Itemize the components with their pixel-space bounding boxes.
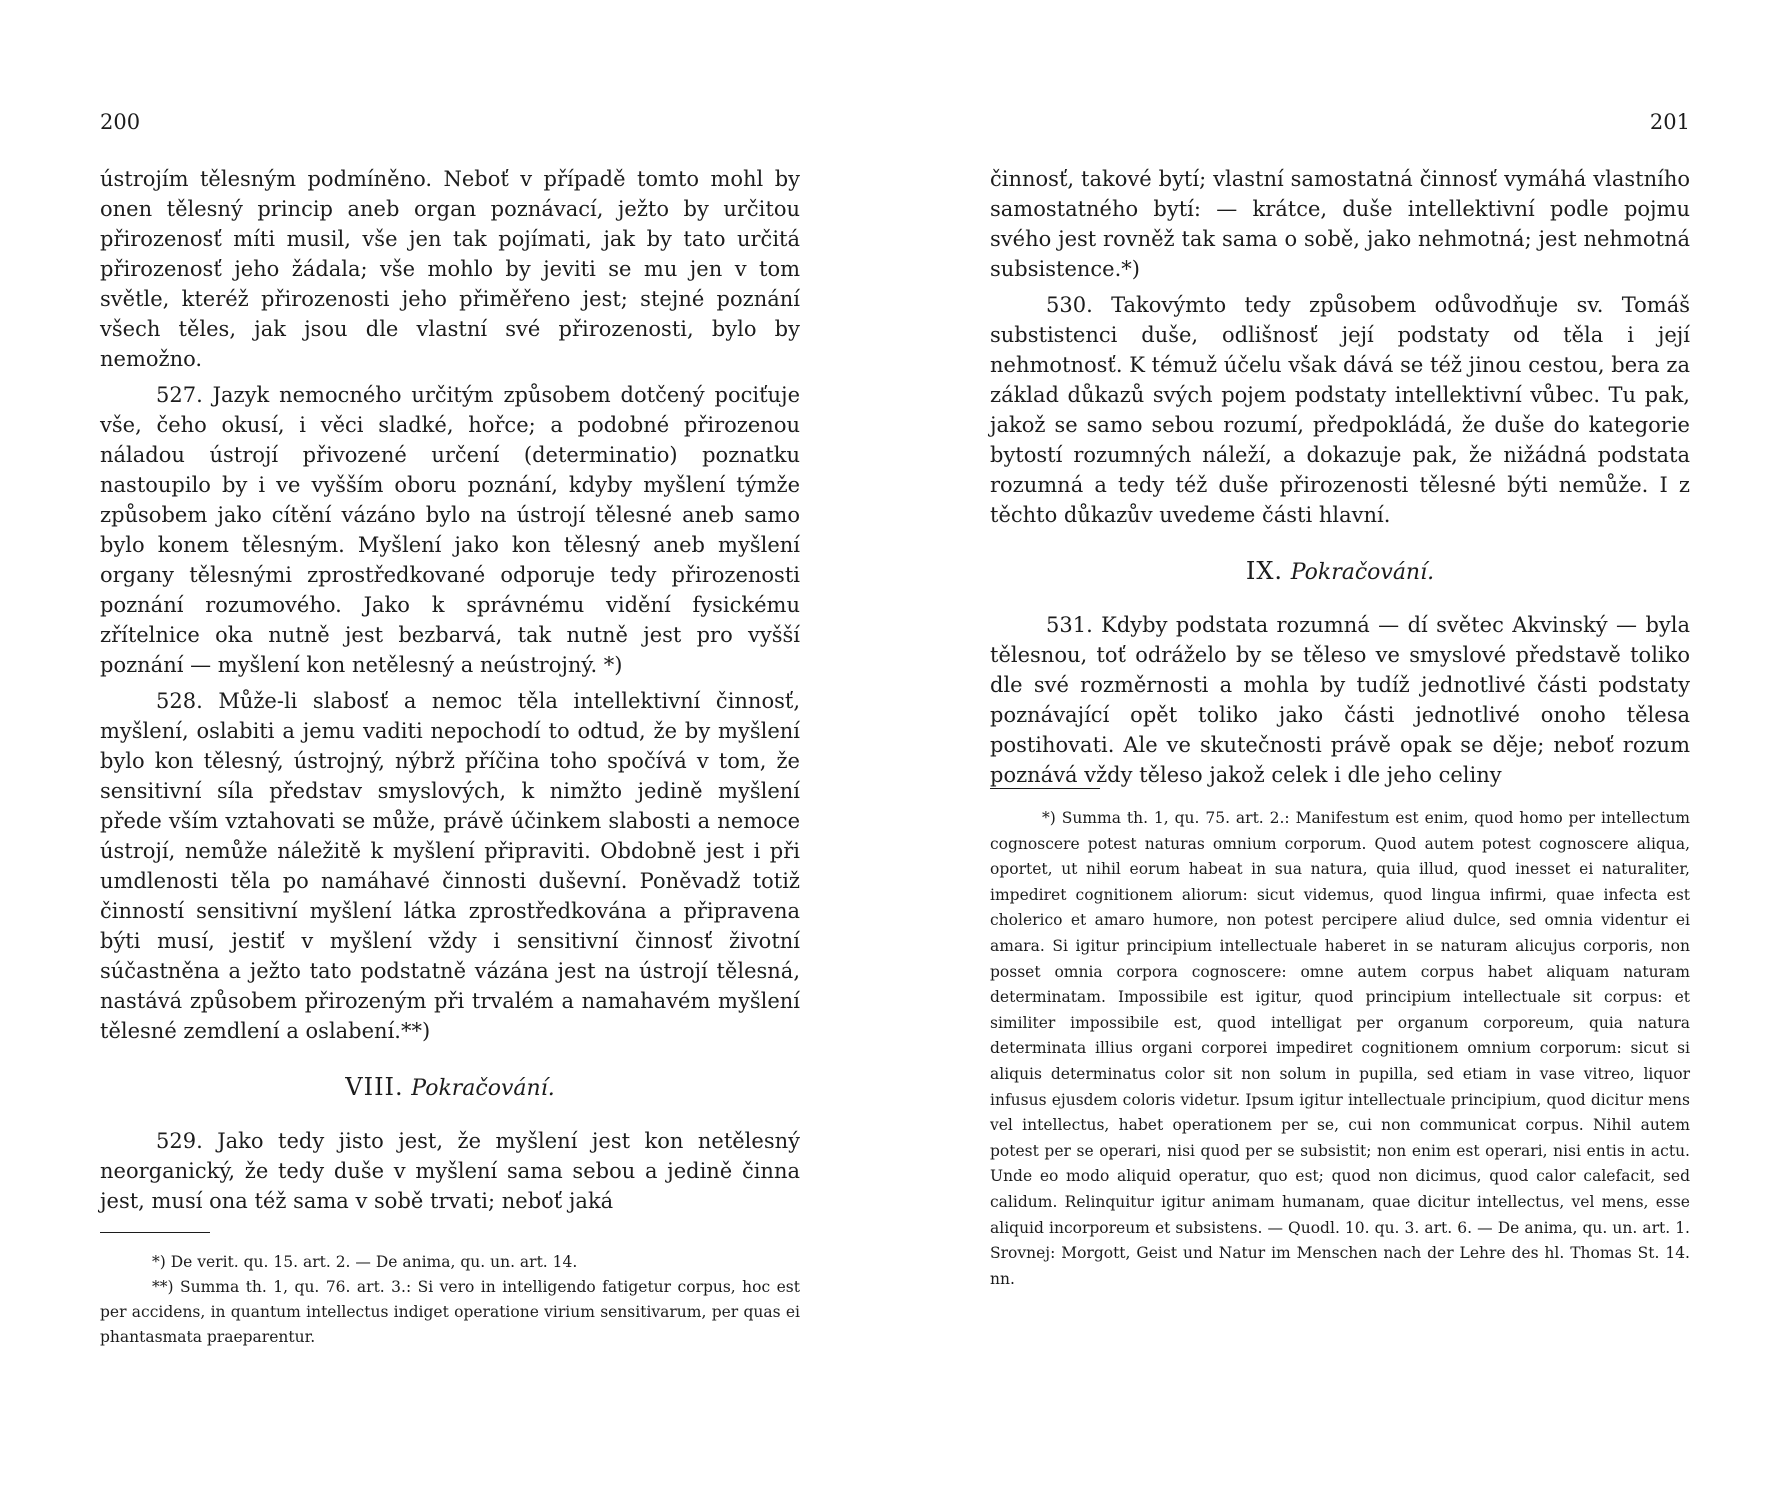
paragraph-527: 527. Jazyk nemocného určitým způsobem dotčený pociťuje vše, čeho okusí, i věci sladké, hořce; a podobné přirozenou náladou ústrojí přivozené určení (determinatio) poznatku nastoupilo by i ve vyšším oboru poznání, kdyby myšlení týmže způsobem jako cítění vázáno bylo na ústrojí tělesné aneb samo bylo konem tělesným. Myšlení jako kon tělesný aneb myšlení organy tělesnými zprostředkované odporuje tedy přirozenosti poznání rozumového. Jako k správnému vidění fysickému zřítelnice oka nutně jest bezbarvá, tak nutně jest pro vyšší poznání — myšlení kon netělesný a neústrojný. *) <box>100 383 800 677</box>
paragraph-529: 529. Jako tedy jisto jest, že myšlení jest kon netělesný neorganický, že tedy duše v myšlení sama sebou a jedině činna jest, musí ona též sama v sobě trvati; neboť jaká <box>100 1129 800 1213</box>
paragraph-528: 528. Může-li slabosť a nemoc těla intellektivní činnosť, myšlení, oslabiti a jemu vaditi nepochodí to odtud, že by myšlení bylo kon tělesný, ústrojný, nýbrž příčina toho spočívá v tom, že sensitivní síla představ smyslových, k nimžto jedině myšlení přede vším vztahovati se může, právě účinkem slabosti a nemoce ústrojí, nemůže náležitě k myšlení připraviti. Obdobně jest i při umdlenosti těla po namáhavé činnosti duševní. Poněvadž totiž činností sensitivní myšlení látka zprostředkována a připravena býti musí, jestiť v myšlení vždy i sensitivní činnosť životní súčastněna a ježto tato podstatně vázána jest na ústrojí tělesná, nastává způsobem přirozeným při trvalém a namahavém myšlení tělesné zemdlení a oslabení.**) <box>100 689 800 1043</box>
paragraph-continued: ústrojím tělesným podmíněno. Neboť v případě tomto mohl by onen tělesný princip aneb organ poznávací, ježto by určitou přirozenosť míti musil, vše jen tak pojímati, jak by tato určitá přirozenosť jeho žádala; vše mohlo by jeviti se mu jen v tom světle, kteréž přirozenosti jeho přiměřeno jest; stejné poznání všech těles, jak jsou dle vlastní své přirozenosti, bylo by nemožno. <box>100 167 800 371</box>
page-number: 201 <box>1649 110 1690 134</box>
footnote-rule <box>990 788 1100 789</box>
paragraph-530: 530. Takovýmto tedy způsobem odůvodňuje sv. Tomáš substistenci duše, odlišnosť její podstaty od těla i její nehmotnosť. K témuž účelu však dává se též jinou cestou, bera za základ důkazů svých pojem podstaty intellektivní vůbec. Tu pak, jakož se samo sebou rozumí, předpokládá, že duše do kategorie bytostí rozumných náleží, a dokazuje pak, že nižádná podstata rozumná a tedy též duše přirozenosti tělesné býti nemůže. I z těchto důkazův uvedeme části hlavní. <box>990 293 1690 527</box>
paragraph-531: 531. Kdyby podstata rozumná — dí světec Akvinský — byla tělesnou, toť odráželo by se těleso ve smyslové představě toliko dle své rozměrnosti a mohla by tudíž jednotlivé části podstaty poznávající opět toliko jako části jednotlivé onoho tělesa postihovati. Ale ve skutečnosti právě opak se děje; neboť rozum poznává vždy těleso jakož celek i dle jeho celiny <box>990 613 1690 787</box>
footnotes <box>990 806 1690 1292</box>
section-title: Pokračování. <box>411 1076 555 1101</box>
paragraph-continued: činnosť, takové bytí; vlastní samostatná činnosť vymáhá vlastního samostatného bytí: — krátce, duše intellektivní podle pojmu svého jest rovněž tak sama o sobě, jako nehmotná; jest nehmotná subsistence.*) <box>990 167 1690 281</box>
footnote: *) Summa th. 1, qu. 75. art. 2.: Manifestum est enim, quod homo per intellectum cognoscere potest naturas omnium corporum. Quod autem potest cognoscere aliqua, oportet, ut nihil eorum habeat in sua natura, quia illud, quod inesset ei naturaliter, impediret cognitionem aliorum: sicut videmus, quod lingua infirmi, quae infecta est cholerico et amaro humore, non potest percipere aliud dulce, sed omnia videntur ei amara. Si igitur principium intellectuale haberet in se naturam alicujus corporis, non posset omnia corpora cognoscere: omne autem corpus habet aliquam naturam determinatam. Impossibile est igitur, quod principium intellectuale sit corpus: et similiter impossibile est, quod intelligat per organum corporeum, quia natura determinata illius organi corporei impediret cognitionem omnium corporum: sicut si aliquis determinatus color sit non solum in pupilla, sed etiam in vase vitreo, liquor infusus ejusdem coloris videtur. Ipsum igitur intellectuale principium, quod dicitur mens vel intellectus, habet operationem per se, cui non communicat corpus. Nihil autem potest per se operari, nisi quod per se subsistit; non enim est operari, nisi entis in actu. Unde eo modo aliquid operatur, quo est; quod non dicimus, quod calor calefacit, sed calidum. Relinquitur igitur animam humanam, quae dicitur intellectus, vel mens, esse aliquid incorporeum et subsistens. — Quodl. 10. qu. 3. art. 6. — De anima, qu. un. art. 1. Srovnej: Morgott, Geist und Natur im Menschen nach der Lehre des hl. Thomas St. 14. nn. <box>990 809 1690 1288</box>
section-title: Pokračování. <box>1290 560 1435 585</box>
section-number: IX. <box>1245 557 1284 585</box>
footnote: **) Summa th. 1, qu. 76. art. 3.: Si vero in intelligendo fatigetur corpus, hoc est per accidens, in quantum intellectus indiget operatione virium sensitivarum, per quas ei phantasmata praeparentur. <box>100 1278 800 1346</box>
footnote-rule <box>100 1232 210 1233</box>
section-number: VIII. <box>345 1073 404 1101</box>
section-heading <box>100 1072 800 1104</box>
section-heading <box>990 556 1690 588</box>
page-body <box>100 164 800 1216</box>
page-body <box>990 164 1690 790</box>
footnote: *) De verit. qu. 15. art. 2. — De anima, qu. un. art. 14. <box>152 1253 578 1271</box>
footnotes <box>100 1250 800 1350</box>
page-number: 200 <box>100 110 141 134</box>
